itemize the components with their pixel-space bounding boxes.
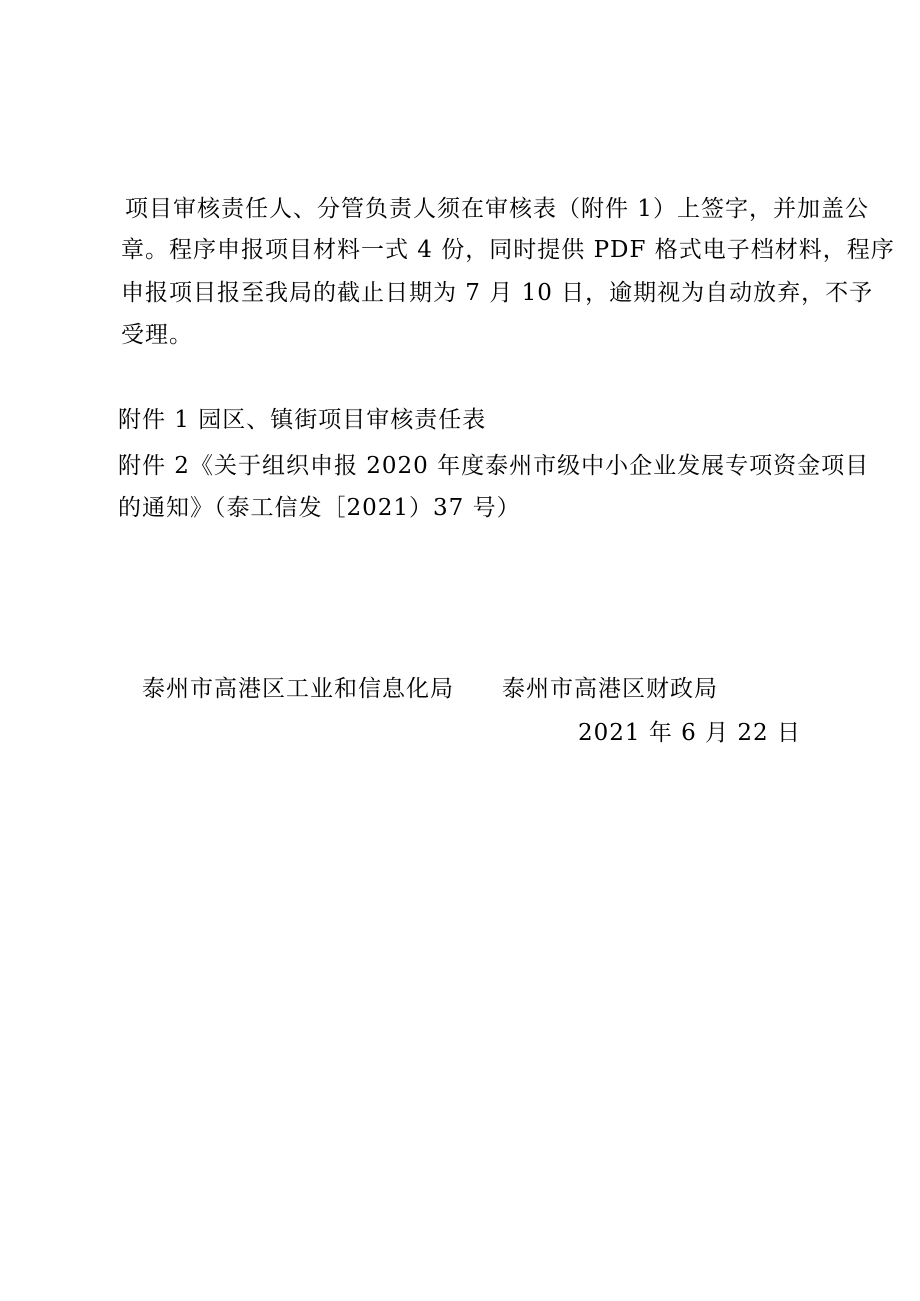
issue-date: 2021 年 6 月 22 日 bbox=[578, 720, 801, 746]
paragraph-line: 申报项目报至我局的截止日期为 7 月 10 日，逾期视为自动放弃，不予 bbox=[121, 280, 874, 306]
paragraph-line: 项目审核责任人、分管负责人须在审核表（附件 1）上签字，并加盖公 bbox=[125, 196, 869, 222]
paragraph-line: 章。程序申报项目材料一式 4 份，同时提供 PDF 格式电子档材料，程序 bbox=[121, 237, 895, 263]
attachment-item-1: 附件 1 园区、镇街项目审核责任表 bbox=[118, 407, 487, 433]
attachment-item-2: 附件 2《关于组织申报 2020 年度泰州市级中小企业发展专项资金项目 bbox=[118, 453, 870, 479]
issuing-organizations: 泰州市高港区工业和信息化局 泰州市高港区财政局 bbox=[142, 676, 718, 702]
paragraph-line: 受理。 bbox=[121, 322, 193, 348]
attachment-item-2-continued: 的通知》（泰工信发［2021）37 号） bbox=[118, 495, 521, 521]
